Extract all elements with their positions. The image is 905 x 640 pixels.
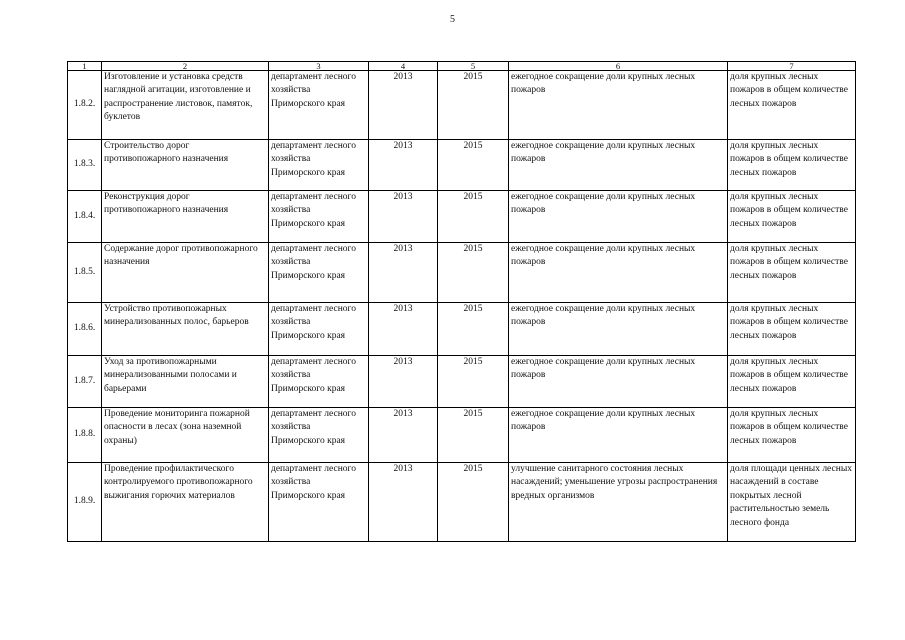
expected-result: ежегодное сокращение доли крупных лесных пожаров <box>509 71 728 140</box>
executor: департамент лесного хозяйства Приморского края <box>269 140 369 191</box>
start-year: 2013 <box>369 303 438 356</box>
column-number: 3 <box>269 62 369 71</box>
measure-name: Проведение мониторинга пожарной опасности в лесах (зона наземной охраны) <box>102 408 269 463</box>
table-row <box>68 191 856 243</box>
expected-result: ежегодное сокращение доли крупных лесных пожаров <box>509 140 728 191</box>
executor: департамент лесного хозяйства Приморского края <box>269 356 369 408</box>
measure-name: Уход за противопожарными минерализованными полосами и барьерами <box>102 356 269 408</box>
start-year: 2013 <box>369 408 438 463</box>
item-number: 1.8.2. <box>68 71 102 140</box>
end-year: 2015 <box>438 243 509 303</box>
indicator: доля крупных лесных пожаров в общем количестве лесных пожаров <box>728 71 856 140</box>
expected-result: ежегодное сокращение доли крупных лесных пожаров <box>509 356 728 408</box>
indicator: доля крупных лесных пожаров в общем количестве лесных пожаров <box>728 191 856 243</box>
expected-result: ежегодное сокращение доли крупных лесных пожаров <box>509 303 728 356</box>
executor: департамент лесного хозяйства Приморского края <box>269 243 369 303</box>
column-number: 2 <box>102 62 269 71</box>
indicator: доля крупных лесных пожаров в общем количестве лесных пожаров <box>728 140 856 191</box>
item-number: 1.8.4. <box>68 191 102 243</box>
column-number: 7 <box>728 62 856 71</box>
end-year: 2015 <box>438 71 509 140</box>
table-row <box>68 463 856 542</box>
executor: департамент лесного хозяйства Приморского края <box>269 71 369 140</box>
measure-name: Устройство противопожарных минерализованных полос, барьеров <box>102 303 269 356</box>
column-number-row <box>68 62 856 71</box>
column-number: 5 <box>438 62 509 71</box>
measure-name: Реконструкция дорог противопожарного назначения <box>102 191 269 243</box>
start-year: 2013 <box>369 243 438 303</box>
executor: департамент лесного хозяйства Приморского края <box>269 303 369 356</box>
start-year: 2013 <box>369 71 438 140</box>
indicator: доля площади ценных лесных насаждений в составе покрытых лесной растительностью земель лесного фонда <box>728 463 856 542</box>
table-row <box>68 408 856 463</box>
end-year: 2015 <box>438 356 509 408</box>
end-year: 2015 <box>438 140 509 191</box>
table-row <box>68 356 856 408</box>
page-number: 5 <box>450 14 455 25</box>
expected-result: ежегодное сокращение доли крупных лесных пожаров <box>509 191 728 243</box>
executor: департамент лесного хозяйства Приморского края <box>269 191 369 243</box>
expected-result: ежегодное сокращение доли крупных лесных пожаров <box>509 243 728 303</box>
start-year: 2013 <box>369 191 438 243</box>
expected-result: улучшение санитарного состояния лесных насаждений; уменьшение угрозы распространения вредных организмов <box>509 463 728 542</box>
column-number: 4 <box>369 62 438 71</box>
executor: департамент лесного хозяйства Приморского края <box>269 463 369 542</box>
column-number: 1 <box>68 62 102 71</box>
measure-name: Изготовление и установка средств наглядной агитации, изготовление и распространение листовок, памяток, буклетов <box>102 71 269 140</box>
expected-result: ежегодное сокращение доли крупных лесных пожаров <box>509 408 728 463</box>
table-row <box>68 140 856 191</box>
item-number: 1.8.3. <box>68 140 102 191</box>
item-number: 1.8.7. <box>68 356 102 408</box>
item-number: 1.8.6. <box>68 303 102 356</box>
item-number: 1.8.5. <box>68 243 102 303</box>
item-number: 1.8.8. <box>68 408 102 463</box>
table-row <box>68 303 856 356</box>
indicator: доля крупных лесных пожаров в общем количестве лесных пожаров <box>728 243 856 303</box>
end-year: 2015 <box>438 191 509 243</box>
measure-name: Содержание дорог противопожарного назначения <box>102 243 269 303</box>
start-year: 2013 <box>369 356 438 408</box>
end-year: 2015 <box>438 303 509 356</box>
start-year: 2013 <box>369 140 438 191</box>
column-number: 6 <box>509 62 728 71</box>
start-year: 2013 <box>369 463 438 542</box>
executor: департамент лесного хозяйства Приморского края <box>269 408 369 463</box>
measures-table <box>67 61 856 542</box>
item-number: 1.8.9. <box>68 463 102 542</box>
end-year: 2015 <box>438 463 509 542</box>
table-row <box>68 243 856 303</box>
table-row <box>68 71 856 140</box>
indicator: доля крупных лесных пожаров в общем количестве лесных пожаров <box>728 303 856 356</box>
indicator: доля крупных лесных пожаров в общем количестве лесных пожаров <box>728 356 856 408</box>
end-year: 2015 <box>438 408 509 463</box>
indicator: доля крупных лесных пожаров в общем количестве лесных пожаров <box>728 408 856 463</box>
measure-name: Строительство дорог противопожарного назначения <box>102 140 269 191</box>
measure-name: Проведение профилактического контролируемого противопожарного выжигания горючих материалов <box>102 463 269 542</box>
